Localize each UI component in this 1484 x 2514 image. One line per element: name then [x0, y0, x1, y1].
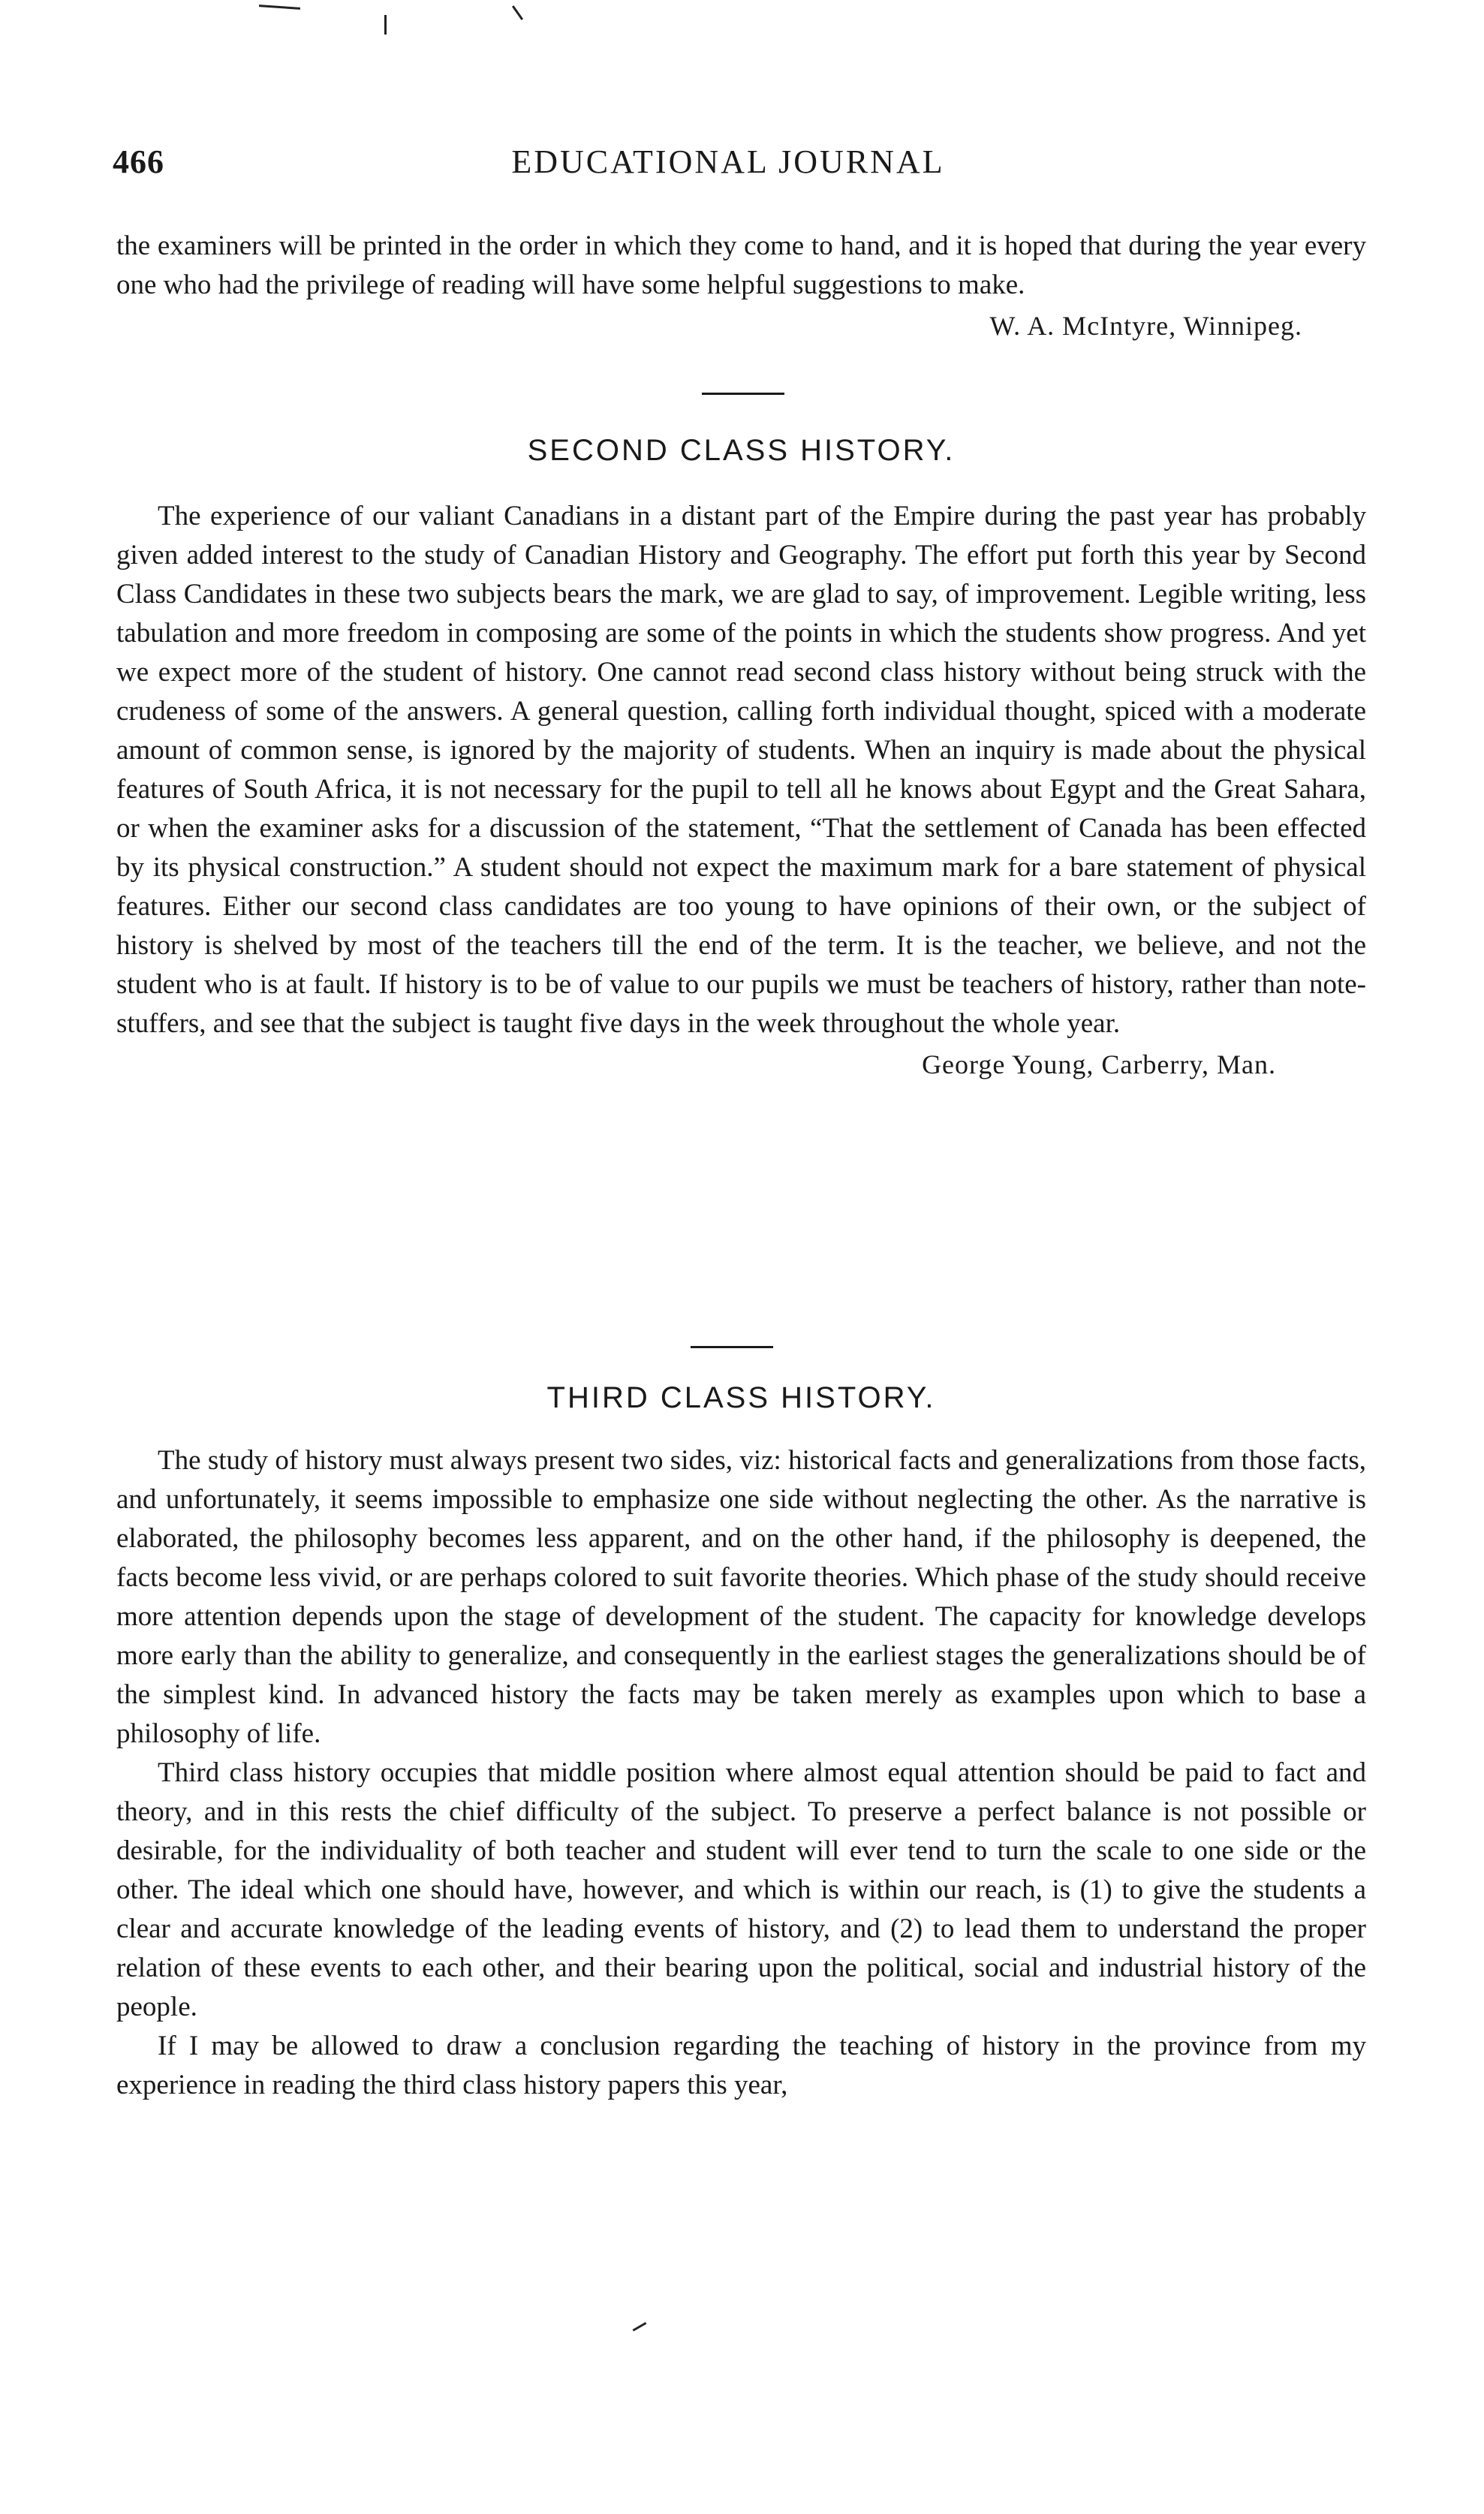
third-class-paragraph-1: The study of history must always present two sides, viz: historical facts and generalizations from those facts, and unfortunately, it seems impossible to emphasize one side without neglecting the other. As the narrative is elaborated, the philosophy becomes less apparent, and on the other hand, if the philosophy is deepened, the facts become less vivid, or are perhaps colored to suit favorite theories. Which phase of the study should receive more attention depends upon the stage of development of the student. The capacity for knowledge develops more early than the ability to generalize, and consequently in the earliest stages the generalizations should be of the simplest kind. In advanced history the facts may be taken merely as examples upon which to base a philosophy of life.	[116, 1445, 1366, 1749]
second-class-heading: SECOND CLASS HISTORY.	[527, 434, 956, 467]
second-class-section	[116, 497, 1366, 1085]
intro-signature: W. A. McIntyre, Winnipeg.	[989, 311, 1302, 341]
section-divider	[691, 1346, 773, 1348]
scan-mark	[384, 15, 387, 35]
scan-mark	[633, 2322, 647, 2332]
second-class-paragraph: The experience of our valiant Canadians in a distant part of the Empire during the past year has probably given added interest to the study of Canadian History and Geography. The effort put forth this year by Second Class Candidates in these two subjects bears the mark, we are glad to say, of improvement. Legible writing, less tabulation and more freedom in composing are some of the points in which the students show progress. And yet we expect more of the student of history. One cannot read second class history without being struck with the crudeness of some of the answers. A general question, calling forth individual thought, spiced with a moderate amount of common sense, is ignored by the majority of students. When an inquiry is made about the physical features of South Africa, it is not necessary for the pupil to tell all he knows about Egypt and the Great Sahara, or when the examiner asks for a discussion of the statement, “That the settlement of Canada has been effected by its physical construction.” A student should not expect the maximum mark for a bare statement of physical features. Either our second class candidates are too young to have opinions of their own, or the subject of history is shelved by most of the teachers till the end of the term. It is the teacher, we believe, and not the student who is at fault. If history is to be of value to our pupils we must be teachers of history, rather than note-stuffers, and see that the subject is taught five days in the week throughout the whole year.	[116, 501, 1366, 1039]
scan-mark	[512, 5, 523, 20]
running-title: EDUCATIONAL JOURNAL	[511, 143, 945, 180]
third-class-paragraph-3: If I may be allowed to draw a conclusion regarding the teaching of history in the province from my experience in reading the third class history papers this year,	[116, 2031, 1366, 2100]
second-class-signature: George Young, Carberry, Man.	[922, 1049, 1276, 1079]
section-divider	[702, 393, 784, 395]
scan-mark	[259, 5, 300, 10]
page-number: 466	[113, 143, 164, 180]
third-class-section	[116, 1441, 1366, 2105]
page-header	[113, 143, 1344, 188]
third-class-heading: THIRD CLASS HISTORY.	[546, 1381, 936, 1414]
intro-section	[116, 227, 1366, 347]
third-class-paragraph-2: Third class history occupies that middle position where almost equal attention should be paid to fact and theory, and in this rests the chief difficulty of the subject. To preserve a perfect balance is not possible or desirable, for the individuality of both teacher and student will ever tend to turn the scale to one side or the other. The ideal which one should have, however, and which is within our reach, is (1) to give the students a clear and accurate knowledge of the leading events of history, and (2) to lead them to understand the proper relation of these events to each other, and their bearing upon the political, social and industrial history of the people.	[116, 1757, 1366, 2022]
intro-paragraph: the examiners will be printed in the order in which they come to hand, and it is hoped that during the year every one who had the privilege of reading will have some helpful suggestions to make.	[116, 230, 1366, 300]
